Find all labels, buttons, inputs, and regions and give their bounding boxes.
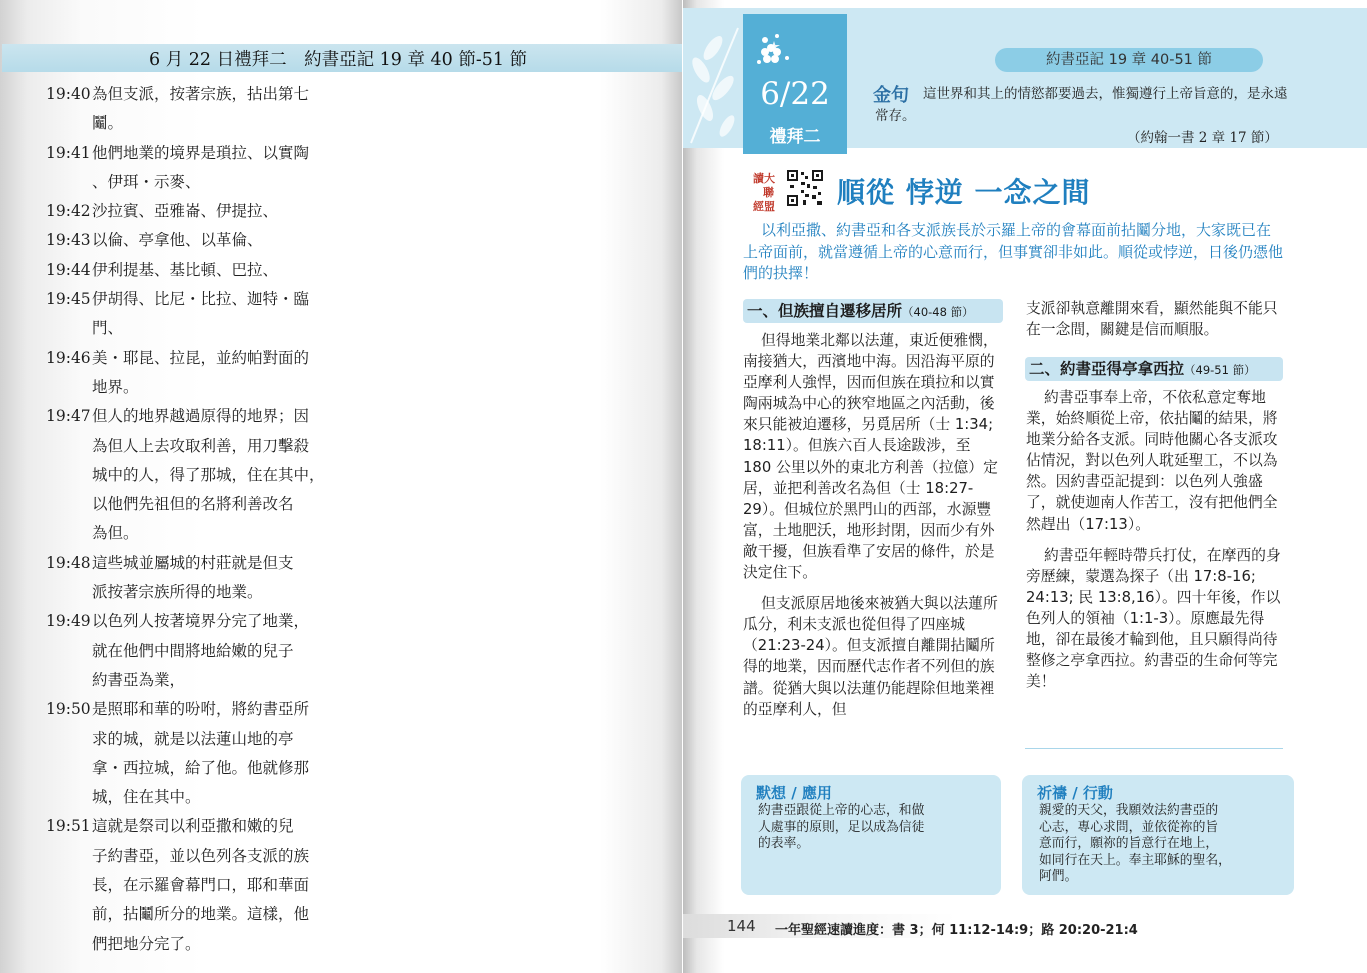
- verse-number: 19:51: [46, 817, 91, 836]
- verse-line: 是照耶和華的吩咐，將約書亞所: [92, 700, 310, 719]
- verse-line: 拿・西拉城，給了他。他就修那: [92, 758, 310, 777]
- verse-line: 沙拉賓、亞雅崙、伊提拉、: [92, 202, 279, 221]
- verse: [46, 80, 336, 139]
- paragraph: 約書亞事奉上帝，不依私意定奪地業，始終順從上帝，依拈鬮的結果，將地業分給各支派。同時他關心各支派攻佔情況，對以色列人耽延聖工，不以為然。因約書亞記提到：以色列人強盛了，就使迦南人作苦工，沒有把他們全然趕出（17:13）。: [1026, 389, 1278, 533]
- verse-line: 但人的地界越過原得的地界；因: [92, 407, 310, 426]
- reading-header-bar: [2, 44, 682, 72]
- verse-line: 為但。: [92, 524, 139, 543]
- meditate-box: [741, 775, 1001, 895]
- verse-line: 城，住在其中。: [92, 788, 201, 807]
- verse-line: 伊胡得、比尼・比拉、迦特・臨: [92, 290, 310, 309]
- paragraph: 約書亞年輕時帶兵打仗，在摩西的身旁歷練，蒙選為探子（出 17:8-16; 24:13; 民 13:8,16）。四十年後，作以色列人的領袖（1:1-3）。原應最先得地，卻在最後才輪到他，且只願得尚待整修之亭拿西拉。約書亞的生命何等完美！: [1026, 546, 1281, 691]
- verse-line: 子約書亞，並以色列各支派的族: [92, 846, 310, 865]
- weekday: 禮拜二: [769, 127, 821, 147]
- golden-verse-label: 金句: [873, 85, 909, 106]
- verse-list: [46, 80, 336, 959]
- left-page: [0, 0, 682, 973]
- verse-line: 、伊珥・示麥、: [92, 172, 201, 191]
- verse-line: 這就是祭司以利亞撒和嫩的兒: [92, 817, 294, 836]
- column-right-top: [1026, 298, 1284, 340]
- verse-line: 前，拈鬮所分的地業。這樣，他: [92, 905, 310, 924]
- golden-verse-reference: （約翰一書 2 章 17 節）: [1127, 130, 1278, 146]
- flower-icon: [743, 14, 847, 74]
- verse-line: 們把地分完了。: [92, 934, 201, 953]
- verse-number: 19:47: [46, 407, 91, 426]
- verse-number: 19:43: [46, 231, 91, 250]
- verse-number: 19:48: [46, 553, 91, 572]
- prayer-text: 親愛的天父，我願效法約書亞的 心志，專心求問，並依從祢的旨 意而行，願祢的旨意行在地上， 如同行在天上。奉主耶穌的聖名， 阿們。: [1039, 803, 1231, 884]
- verse-line: 地界。: [92, 377, 139, 396]
- verse-line: 以色列人按著境界分完了地業，: [92, 612, 310, 631]
- verse-line: 伊利提基、基比頓、巴拉、: [92, 260, 279, 279]
- verse: [46, 695, 336, 812]
- scripture-reference: 約書亞記 19 章 40-51 節: [995, 48, 1263, 72]
- verse-number: 19:45: [46, 290, 91, 309]
- verse: [46, 344, 336, 403]
- verse-number: 19:50: [46, 700, 91, 719]
- section-heading-2: 二、約書亞得亭拿西拉（49-51 節）: [1025, 357, 1283, 381]
- verse-line: 以他們先祖但的名將利善改名: [92, 495, 294, 514]
- verse-line: 鬮。: [92, 114, 124, 133]
- column-right: [1026, 387, 1284, 692]
- verse-line: 求的城，就是以法蓮山地的亭: [92, 729, 294, 748]
- verse: [46, 607, 336, 695]
- verse-number: 19:44: [46, 260, 91, 279]
- paragraph: 支派卻執意離開來看，顯然能與不能只在一念間，關鍵是信而順服。: [1026, 300, 1278, 339]
- devotion-title: 順從 悖逆 一念之間: [837, 176, 1091, 209]
- verse: [46, 226, 336, 255]
- verse-number: 19:40: [46, 85, 91, 103]
- verse: [46, 139, 336, 198]
- qr-code-icon[interactable]: [785, 168, 825, 208]
- verse: [46, 812, 336, 958]
- verse-line: 門、: [92, 319, 124, 338]
- verse-line: 他們地業的境界是瑣拉、以實陶: [92, 143, 310, 162]
- date-box: [743, 14, 847, 154]
- verse-number: 19:46: [46, 348, 91, 367]
- verse-line: 就在他們中間將地給嫩的兒子: [92, 641, 294, 660]
- verse-number: 19:42: [46, 202, 91, 221]
- verse: [46, 285, 336, 344]
- verse: [46, 402, 336, 548]
- meditate-text: 約書亞跟從上帝的心志，和做 人處事的原則，足以成為信徒 的表率。: [758, 803, 925, 851]
- prayer-box: [1022, 775, 1294, 895]
- verse-number: 19:41: [46, 143, 91, 162]
- verse-line: 城中的人，得了那城，住在其中，: [92, 465, 325, 484]
- paragraph: 但得地業北鄰以法蓮，東近便雅憫，南接猶大，西濱地中海。因沿海平原的亞摩利人強悍，因而但族在瑣拉和以實陶兩城為中心的狹窄地區之內活動，後來只能被迫遷移，另覓居所（士 1:34; 18:11）。但族六百人長途跋涉，至 180 公里以外的東北方利善（拉億）定居，並把利善改名為但（士 18:27-29）。但城位於黑門山的西部，水源豐富，土地肥沃，地形封閉，因而少有外敵干擾，但族看準了安居的條件，於是決定住下。: [743, 332, 998, 582]
- verse-line: 美・耶昆、拉昆，並約帕對面的: [92, 348, 310, 367]
- verse-line: 以倫、亭拿他、以革倫、: [92, 231, 263, 250]
- devotion-intro: 以利亞撒、約書亞和各支派族長於示羅上帝的會幕面前拈鬮分地，大家既已在上帝面前，就當遵循上帝的心意而行，但事實卻非如此。順從或悖逆，日後仍憑他們的抉擇！: [743, 221, 1284, 282]
- verse: [46, 256, 336, 285]
- qr-caption: 讀大 聯 經盟: [753, 172, 775, 213]
- page-number: 144: [727, 917, 756, 935]
- right-page: [683, 0, 1367, 973]
- verse-line: 為但人上去攻取利善，用刀擊殺: [92, 436, 310, 455]
- verse-line: 長，在示羅會幕門口，耶和華面: [92, 876, 310, 895]
- verse-line: 派按著宗族所得的地業。: [92, 583, 263, 602]
- verse-line: 這些城並屬城的村莊就是但支: [92, 553, 294, 572]
- section-heading-1: 一、但族擅自遷移居所（40-48 節）: [743, 299, 1003, 323]
- date-banner: [683, 8, 1367, 148]
- verse: [46, 197, 336, 226]
- golden-verse-text: 這世界和其上的情慾都要過去，惟獨遵行上帝旨意的，是永遠常存。: [875, 86, 1288, 124]
- verse-line: 約書亞為業，: [92, 670, 186, 689]
- verse-line: 為但支派，按著宗族，拈出第七: [92, 85, 310, 103]
- verse-number: 19:49: [46, 612, 91, 631]
- reading-header: 6 月 22 日禮拜二 約書亞記 19 章 40 節-51 節: [149, 50, 528, 70]
- verse: [46, 549, 336, 608]
- column-left: [743, 330, 1000, 720]
- divider: [1025, 748, 1283, 749]
- date-number: 6/22: [760, 76, 830, 112]
- paragraph: 但支派原居地後來被猶大與以法蓮所瓜分，利未支派也從但得了四座城（21:23-24）。但支派擅自離開拈鬮所得的地業，因而歷代志作者不列但的族譜。從猶大與以法蓮仍能趕除但地業裡的亞摩利人，但: [743, 595, 998, 718]
- prayer-title: 祈禱 / 行動: [1037, 784, 1113, 802]
- meditate-title: 默想 / 應用: [756, 784, 832, 802]
- reading-progress: 一年聖經速讀進度：書 3；何 11:12-14:9；路 20:20-21:4: [775, 923, 1138, 938]
